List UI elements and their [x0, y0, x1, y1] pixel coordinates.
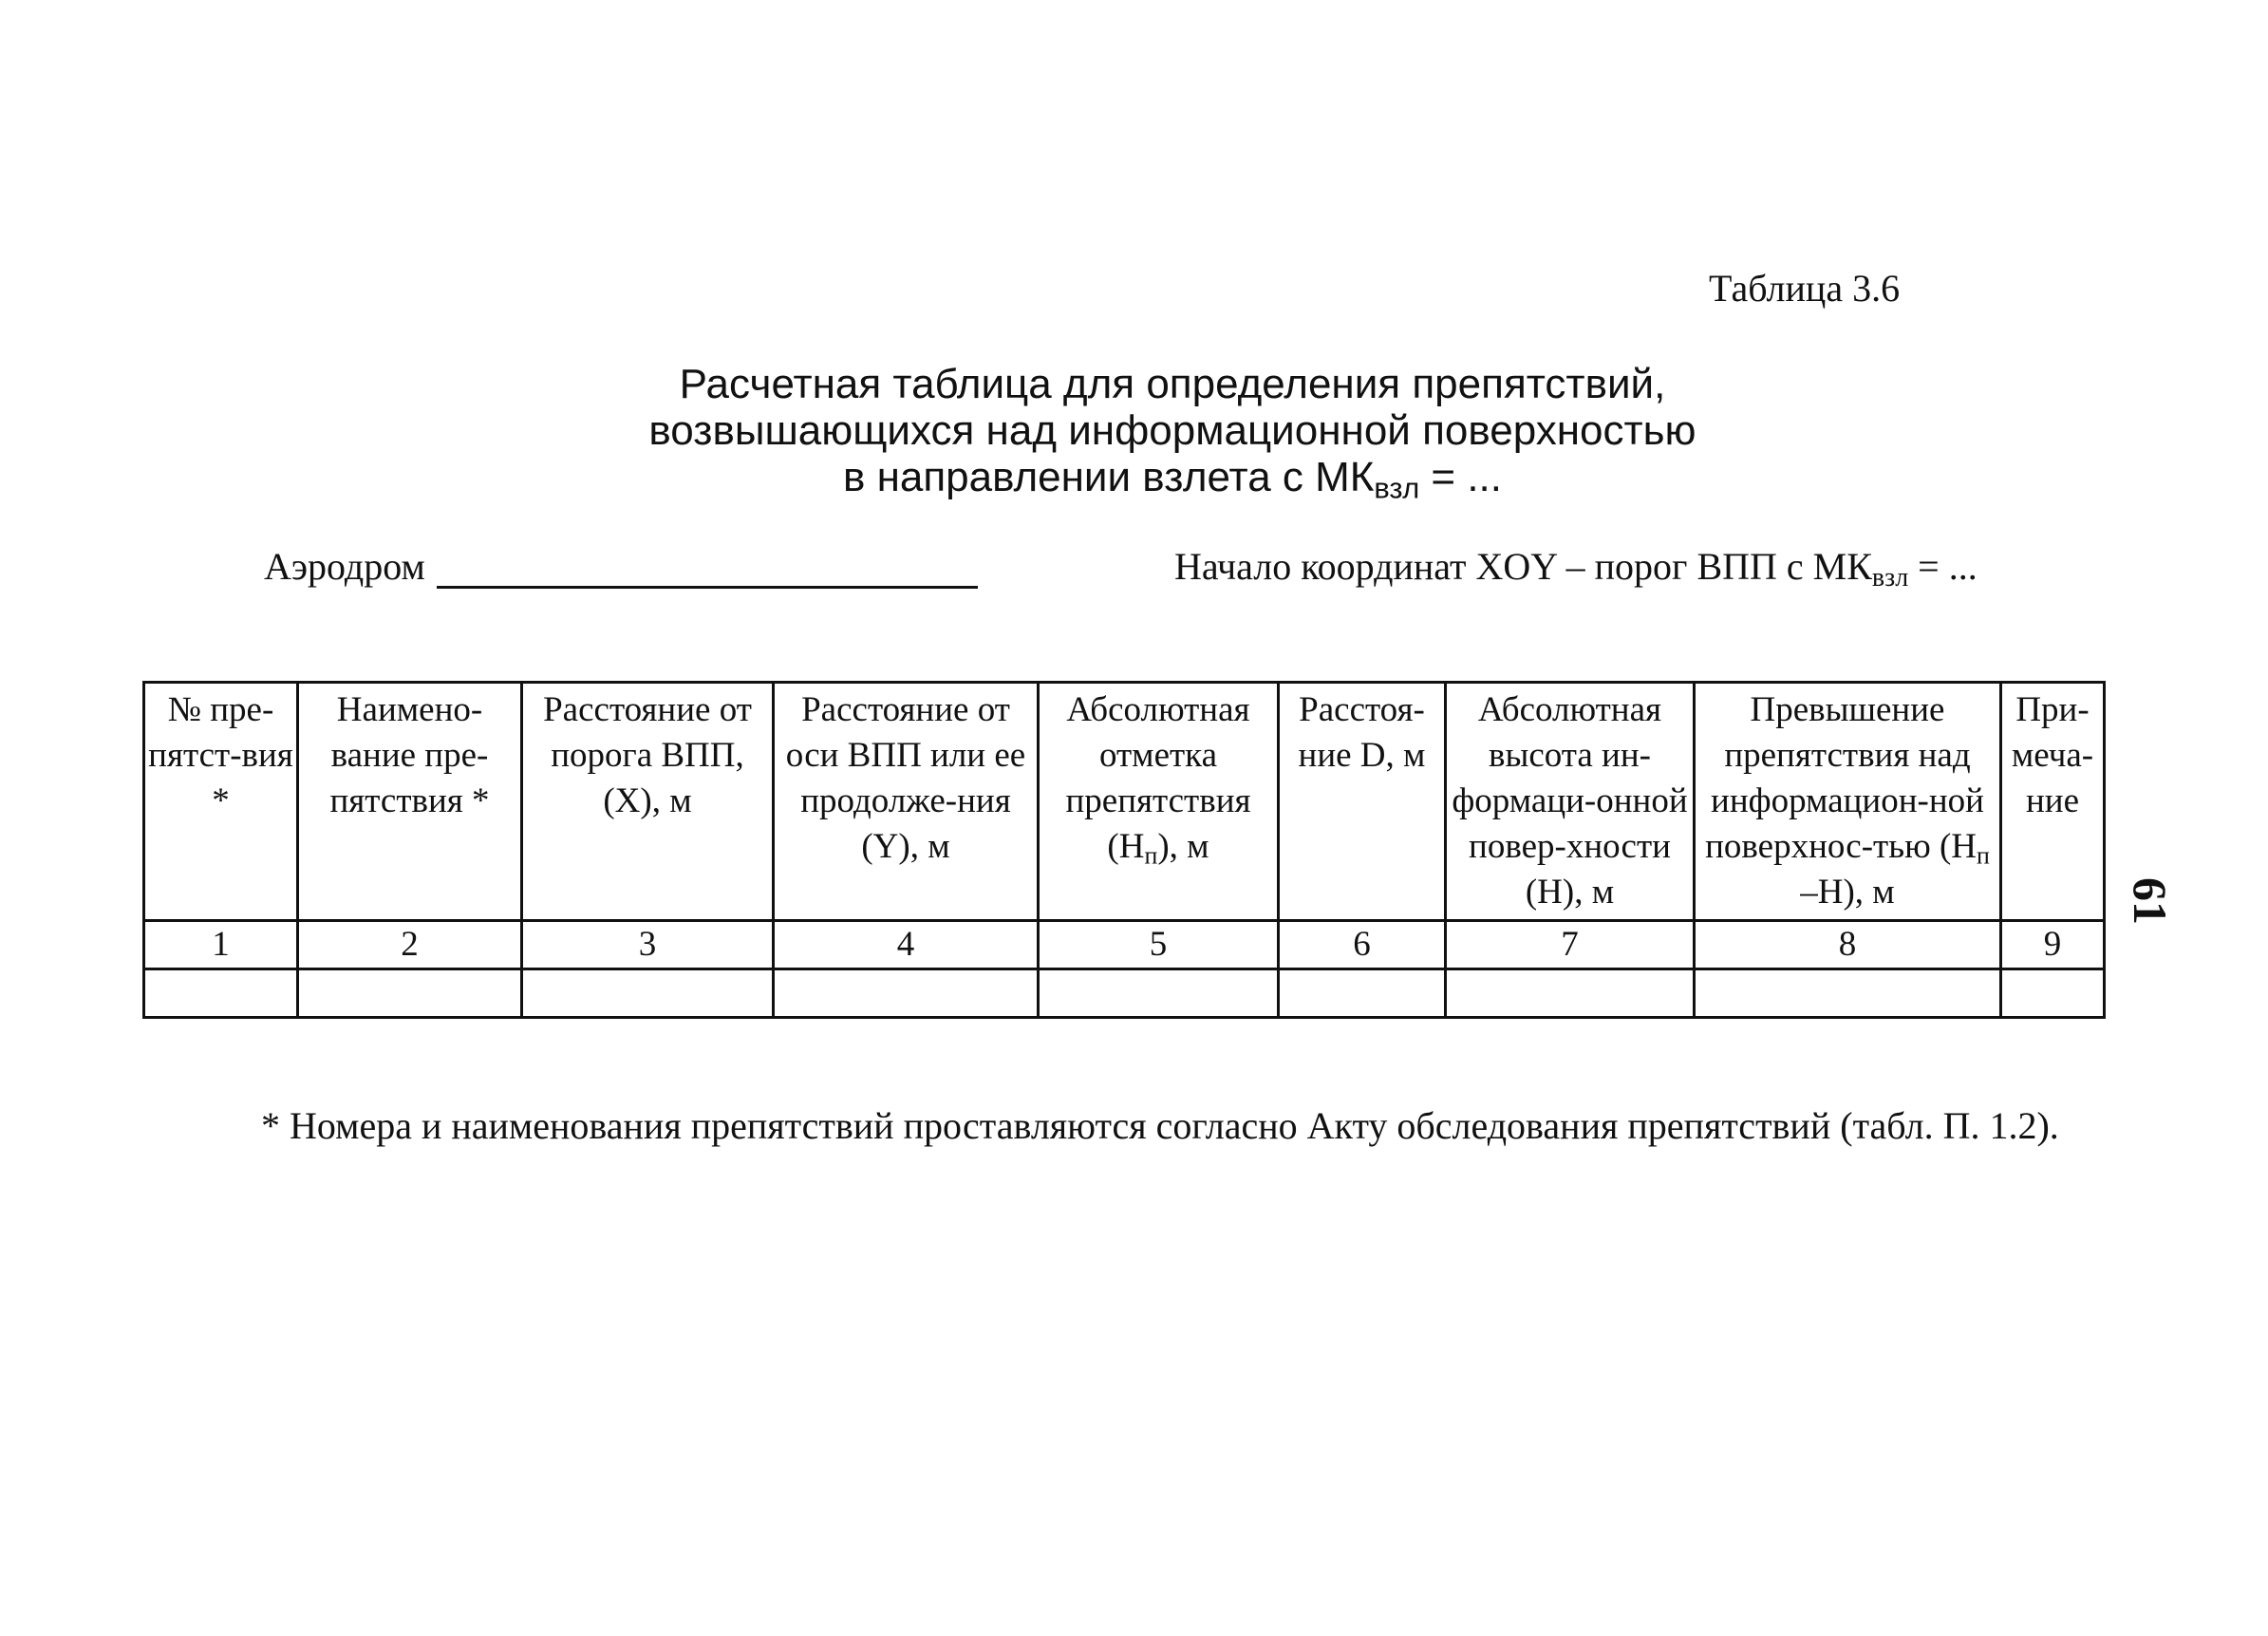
aerodrome-field	[264, 544, 978, 589]
table-cell	[522, 969, 774, 1018]
header-obstacle-excess	[1695, 683, 2001, 921]
column-number: 7	[1446, 921, 1695, 969]
coordinate-origin-main: Начало координат XOY – порог ВПП с МК	[1174, 545, 1872, 588]
column-number: 5	[1039, 921, 1279, 969]
obstacle-calculation-table	[142, 681, 2106, 1019]
column-number: 8	[1695, 921, 2001, 969]
coordinate-origin-tail: = ...	[1908, 545, 1977, 588]
title-line-3-subscript: взл	[1374, 471, 1420, 505]
table-cell	[774, 969, 1039, 1018]
column-number: 3	[522, 921, 774, 969]
header-distance-from-threshold: Расстояние от порога ВПП, (X), м	[522, 683, 774, 921]
table-header-row	[144, 683, 2105, 921]
header-absolute-mark	[1039, 683, 1279, 921]
header-obstacle-number: № пре-пятст-вия *	[144, 683, 298, 921]
table-cell	[1695, 969, 2001, 1018]
title-line-3	[532, 454, 1813, 505]
table-cell	[144, 969, 298, 1018]
title-line-3-tail: = ...	[1419, 454, 1503, 500]
header-distance-from-axis: Расстояние от оси ВПП или ее продолже-ния (Y), м	[774, 683, 1039, 921]
empty-data-row	[144, 969, 2105, 1018]
aerodrome-label: Аэродром	[264, 545, 425, 588]
title-line-3-main: в направлении взлета с МК	[842, 454, 1375, 500]
page-number: 61	[2124, 877, 2177, 925]
column-number: 4	[774, 921, 1039, 969]
column-number: 2	[298, 921, 522, 969]
title-line-1: Расчетная таблица для определения препятствий,	[679, 361, 1666, 407]
title-line-2: возвышающихся над информационной поверхностью	[648, 407, 1696, 454]
coordinate-origin	[1174, 544, 1977, 592]
document-title	[532, 361, 1813, 505]
column-number: 9	[2001, 921, 2105, 969]
header-information-surface-height: Абсолютная высота ин-формаци-онной повер-хности (Н), м	[1446, 683, 1695, 921]
coordinate-origin-subscript: взл	[1871, 563, 1909, 592]
table-cell	[2001, 969, 2105, 1018]
header-distance-d: Расстоя-ние D, м	[1279, 683, 1446, 921]
column-number: 6	[1279, 921, 1446, 969]
column-number: 1	[144, 921, 298, 969]
footnote: * Номера и наименования препятствий проставляются согласно Акту обследования препятствий (табл. П. 1.2).	[261, 1104, 2059, 1147]
header-obstacle-excess-formula: ($Н_п$ –Н), м	[1800, 827, 1990, 912]
table-cell	[298, 969, 522, 1018]
table-cell	[1039, 969, 1279, 1018]
table-cell	[1279, 969, 1446, 1018]
header-absolute-mark-formula: $(Н_п)$, м	[1107, 827, 1209, 870]
header-obstacle-name: Наимено-вание пре-пятствия *	[298, 683, 522, 921]
header-note: При-меча-ние	[2001, 683, 2105, 921]
header-absolute-mark-text: Абсолютная отметка препятствия	[1065, 690, 1251, 820]
aerodrome-blank-line	[437, 554, 978, 589]
column-number-row	[144, 921, 2105, 969]
table-number: Таблица 3.6	[1709, 267, 1901, 310]
table-cell	[1446, 969, 1695, 1018]
header-obstacle-excess-text: Превышение препятствия над информацион-ной поверхнос-тью	[1705, 690, 1984, 866]
